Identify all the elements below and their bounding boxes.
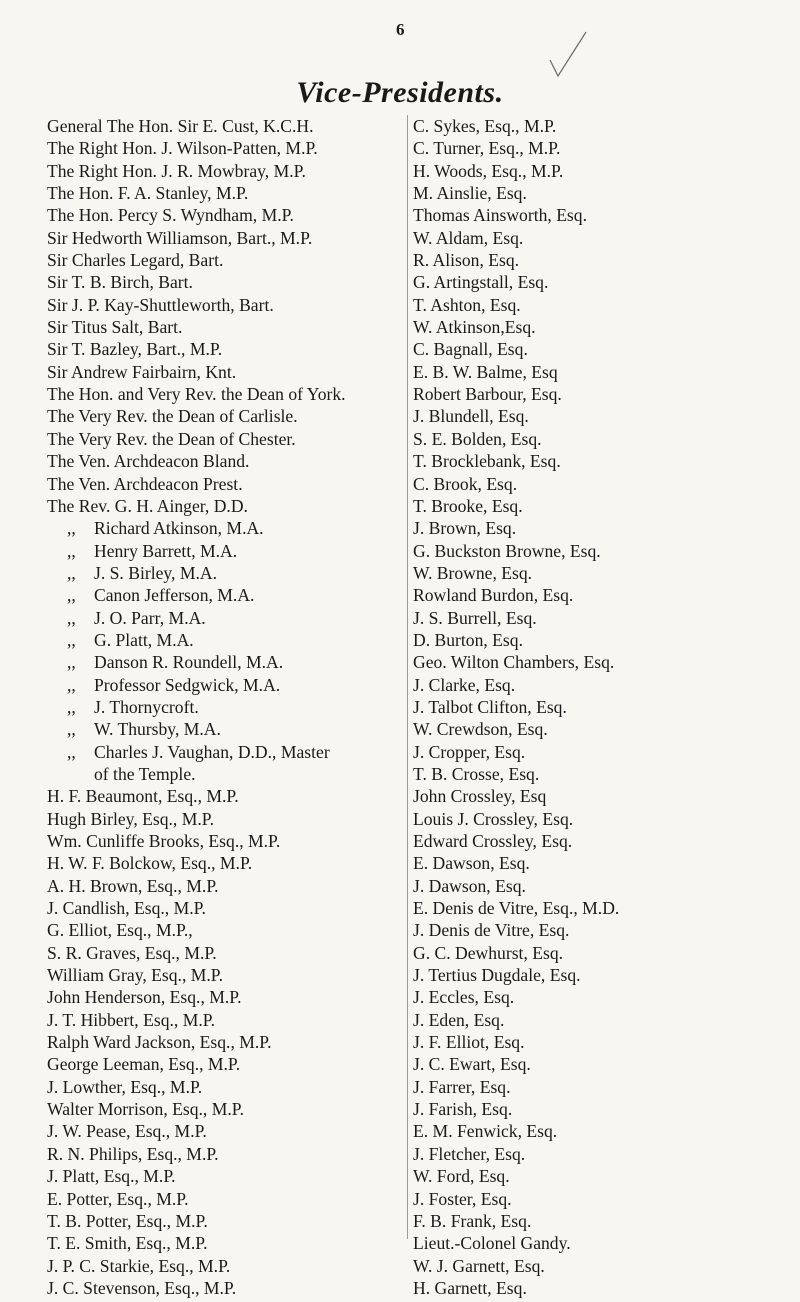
list-item: F. B. Frank, Esq.	[413, 1210, 532, 1231]
list-item	[47, 227, 400, 249]
list-item	[47, 338, 400, 360]
left-column	[47, 115, 400, 1299]
list-item: H. Woods, Esq., M.P.	[413, 160, 564, 181]
list-item: Rowland Burdon, Esq.	[413, 585, 574, 606]
list-item	[47, 1255, 400, 1277]
list-item: J. Cropper, Esq.	[413, 741, 526, 762]
list-item: J. Blundell, Esq.	[413, 406, 529, 427]
entry-name: J. T. Hibbert, Esq., M.P.	[47, 1009, 215, 1030]
list-item	[47, 1143, 400, 1165]
list-item	[47, 897, 400, 919]
list-item	[47, 383, 400, 405]
ditto-mark: ,,	[67, 562, 76, 583]
entry-name: J. P. C. Starkie, Esq., M.P.	[47, 1255, 231, 1276]
list-item	[47, 405, 400, 427]
list-item: T. Ashton, Esq.	[413, 294, 521, 315]
entry-name: J. Lowther, Esq., M.P.	[47, 1076, 203, 1097]
list-item: W. Atkinson,Esq.	[413, 317, 536, 338]
entry-name: S. R. Graves, Esq., M.P.	[47, 942, 217, 963]
list-item	[47, 718, 400, 740]
entry-name: Henry Barrett, M.A.	[94, 540, 238, 561]
list-item: W. Ford, Esq.	[413, 1166, 510, 1187]
list-item	[47, 942, 400, 964]
list-item	[47, 1031, 400, 1053]
ditto-mark: ,,	[67, 696, 76, 717]
list-item	[47, 674, 400, 696]
list-item	[47, 1076, 400, 1098]
list-item: J. Denis de Vitre, Esq.	[413, 920, 570, 941]
list-item: J. F. Elliot, Esq.	[413, 1032, 525, 1053]
entry-name: The Rev. G. H. Ainger, D.D.	[47, 495, 248, 516]
entry-name: General The Hon. Sir E. Cust, K.C.H.	[47, 116, 314, 136]
list-item	[47, 1210, 400, 1232]
entry-name: T. B. Potter, Esq., M.P.	[47, 1210, 208, 1231]
list-item: J. Farrer, Esq.	[413, 1076, 511, 1097]
entry-name: Charles J. Vaughan, D.D., Master	[94, 741, 330, 762]
list-item: C. Brook, Esq.	[413, 473, 518, 494]
entry-name: Hugh Birley, Esq., M.P.	[47, 808, 214, 829]
entry-name: The Right Hon. J. Wilson-Patten, M.P.	[47, 138, 318, 159]
list-item: W. Aldam, Esq.	[413, 227, 524, 248]
list-item	[47, 584, 400, 606]
list-item	[47, 495, 400, 517]
list-item	[47, 808, 400, 830]
list-item	[47, 1053, 400, 1075]
list-item	[47, 182, 400, 204]
list-item: Geo. Wilton Chambers, Esq.	[413, 652, 615, 673]
list-item: J. Eden, Esq.	[413, 1009, 505, 1030]
list-item: Lieut.-Colonel Gandy.	[413, 1233, 571, 1254]
list-item: W. J. Garnett, Esq.	[413, 1255, 545, 1276]
list-item: R. Alison, Esq.	[413, 250, 520, 271]
entry-name: Sir Andrew Fairbairn, Knt.	[47, 361, 237, 382]
entry-name: Richard Atkinson, M.A.	[94, 518, 264, 539]
list-item: Louis J. Crossley, Esq.	[413, 808, 574, 829]
list-item: J. Talbot Clifton, Esq.	[413, 696, 567, 717]
entry-name: The Right Hon. J. R. Mowbray, M.P.	[47, 160, 306, 181]
list-item: John Crossley, Esq	[413, 786, 547, 807]
entry-name: The Very Rev. the Dean of Carlisle.	[47, 406, 298, 427]
entry-name: The Ven. Archdeacon Prest.	[47, 473, 243, 494]
entry-name: The Very Rev. the Dean of Chester.	[47, 428, 296, 449]
list-item: M. Ainslie, Esq.	[413, 183, 527, 204]
list-item	[47, 1120, 400, 1142]
list-item	[47, 294, 400, 316]
list-item	[47, 540, 400, 562]
entry-name: H. F. Beaumont, Esq., M.P.	[47, 786, 239, 807]
list-item: J. Eccles, Esq.	[413, 987, 515, 1008]
list-item	[47, 986, 400, 1008]
list-item: T. Brocklebank, Esq.	[413, 451, 561, 472]
pencil-check-mark	[548, 30, 588, 80]
entry-name: The Hon. Percy S. Wyndham, M.P.	[47, 205, 294, 226]
entry-name: Danson R. Roundell, M.A.	[94, 652, 284, 673]
entry-name: Ralph Ward Jackson, Esq., M.P.	[47, 1032, 272, 1053]
list-item	[47, 741, 400, 763]
column-divider	[407, 115, 408, 1239]
list-item	[47, 160, 400, 182]
right-column	[413, 115, 793, 1299]
entry-name: of the Temple.	[94, 763, 196, 784]
entry-name: Wm. Cunliffe Brooks, Esq., M.P.	[47, 831, 281, 851]
list-item: T. Brooke, Esq.	[413, 495, 523, 516]
list-item: T. B. Crosse, Esq.	[413, 763, 540, 784]
ditto-mark: ,,	[67, 741, 76, 762]
ditto-mark: ,,	[67, 652, 76, 673]
list-item: J. Clarke, Esq.	[413, 674, 516, 695]
list-item	[47, 1165, 400, 1187]
ditto-mark: ,,	[67, 607, 76, 628]
ditto-mark: ,,	[67, 629, 76, 650]
entry-name: H. W. F. Bolckow, Esq., M.P.	[47, 853, 253, 874]
list-item: G. Buckston Browne, Esq.	[413, 540, 601, 561]
list-item	[47, 562, 400, 584]
entry-name: T. E. Smith, Esq., M.P.	[47, 1233, 208, 1254]
list-item: E. Denis de Vitre, Esq., M.D.	[413, 898, 620, 919]
entry-name: The Hon. and Very Rev. the Dean of York.	[47, 384, 346, 405]
list-item	[47, 249, 400, 271]
list-item: J. Tertius Dugdale, Esq.	[413, 965, 581, 986]
list-item	[47, 785, 400, 807]
entry-name: J. Platt, Esq., M.P.	[47, 1166, 176, 1187]
entry-name: Sir Hedworth Williamson, Bart., M.P.	[47, 227, 313, 248]
entry-name: The Ven. Archdeacon Bland.	[47, 451, 250, 472]
entry-name: William Gray, Esq., M.P.	[47, 965, 224, 986]
list-item	[47, 763, 400, 785]
list-item: Thomas Ainsworth, Esq.	[413, 205, 587, 226]
entry-name: J. W. Pease, Esq., M.P.	[47, 1121, 207, 1142]
list-item: J. Dawson, Esq.	[413, 875, 526, 896]
list-item: J. Brown, Esq.	[413, 518, 517, 539]
list-item: E. M. Fenwick, Esq.	[413, 1121, 558, 1142]
list-item: E. B. W. Balme, Esq	[413, 361, 558, 382]
entry-name: W. Thursby, M.A.	[94, 719, 221, 740]
entry-name: E. Potter, Esq., M.P.	[47, 1188, 189, 1209]
list-item: C. Bagnall, Esq.	[413, 339, 528, 360]
list-item: S. E. Bolden, Esq.	[413, 428, 542, 449]
list-item	[47, 919, 400, 941]
list-item: C. Sykes, Esq., M.P.	[413, 116, 557, 136]
entry-name: G. Platt, M.A.	[94, 629, 194, 650]
list-item	[47, 607, 400, 629]
list-item	[47, 271, 400, 293]
list-item	[47, 517, 400, 539]
list-item	[47, 137, 400, 159]
list-item: J. Foster, Esq.	[413, 1188, 512, 1209]
list-item: Robert Barbour, Esq.	[413, 384, 562, 405]
list-item: H. Garnett, Esq.	[413, 1277, 527, 1298]
entry-name: J. O. Parr, M.A.	[94, 607, 206, 628]
ditto-mark: ,,	[67, 674, 76, 695]
ditto-mark: ,,	[67, 719, 76, 740]
list-item	[47, 852, 400, 874]
entry-name: George Leeman, Esq., M.P.	[47, 1054, 241, 1075]
list-item: G. Artingstall, Esq.	[413, 272, 549, 293]
list-item	[47, 875, 400, 897]
entry-name: Sir T. B. Birch, Bart.	[47, 272, 193, 293]
entry-name: A. H. Brown, Esq., M.P.	[47, 875, 219, 896]
list-item: D. Burton, Esq.	[413, 629, 523, 650]
page-heading: Vice-Presidents.	[296, 76, 504, 109]
entry-name: J. Thornycroft.	[94, 696, 199, 717]
list-item: C. Turner, Esq., M.P.	[413, 138, 561, 159]
entry-name: Canon Jefferson, M.A.	[94, 585, 255, 606]
list-item	[47, 1098, 400, 1120]
list-item	[47, 1232, 400, 1254]
entry-name: Walter Morrison, Esq., M.P.	[47, 1099, 244, 1120]
page-number: 6	[396, 20, 405, 39]
list-item	[47, 696, 400, 718]
list-item: J. C. Ewart, Esq.	[413, 1054, 531, 1075]
list-item	[47, 830, 400, 852]
list-item	[47, 964, 400, 986]
entry-name: Sir J. P. Kay-Shuttleworth, Bart.	[47, 294, 274, 315]
list-item: E. Dawson, Esq.	[413, 853, 530, 874]
list-item: W. Browne, Esq.	[413, 562, 533, 583]
list-item	[47, 473, 400, 495]
list-item	[47, 204, 400, 226]
list-item	[47, 1188, 400, 1210]
entry-name: Sir Charles Legard, Bart.	[47, 250, 224, 271]
list-item	[47, 428, 400, 450]
list-item	[47, 1009, 400, 1031]
list-item: J. S. Burrell, Esq.	[413, 607, 537, 628]
list-item	[47, 450, 400, 472]
list-item	[47, 316, 400, 338]
list-item: J. Farish, Esq.	[413, 1099, 513, 1120]
ditto-mark: ,,	[67, 540, 76, 561]
list-item	[47, 115, 400, 137]
entry-name: G. Elliot, Esq., M.P.,	[47, 920, 193, 941]
list-item: W. Crewdson, Esq.	[413, 719, 548, 740]
entry-name: J. C. Stevenson, Esq., M.P.	[47, 1277, 237, 1298]
list-item	[47, 361, 400, 383]
list-item	[47, 651, 400, 673]
entry-name: Professor Sedgwick, M.A.	[94, 674, 281, 695]
entry-name: J. Candlish, Esq., M.P.	[47, 898, 206, 919]
entry-name: John Henderson, Esq., M.P.	[47, 987, 242, 1008]
list-item	[47, 1277, 400, 1299]
entry-name: R. N. Philips, Esq., M.P.	[47, 1143, 219, 1164]
list-item: Edward Crossley, Esq.	[413, 831, 573, 851]
entry-name: Sir T. Bazley, Bart., M.P.	[47, 339, 223, 360]
entry-name: J. S. Birley, M.A.	[94, 562, 218, 583]
entry-name: Sir Titus Salt, Bart.	[47, 317, 183, 338]
ditto-mark: ,,	[67, 518, 76, 539]
entry-name: The Hon. F. A. Stanley, M.P.	[47, 183, 249, 204]
list-item	[47, 629, 400, 651]
list-item: G. C. Dewhurst, Esq.	[413, 942, 564, 963]
ditto-mark: ,,	[67, 585, 76, 606]
list-item: J. Fletcher, Esq.	[413, 1143, 526, 1164]
